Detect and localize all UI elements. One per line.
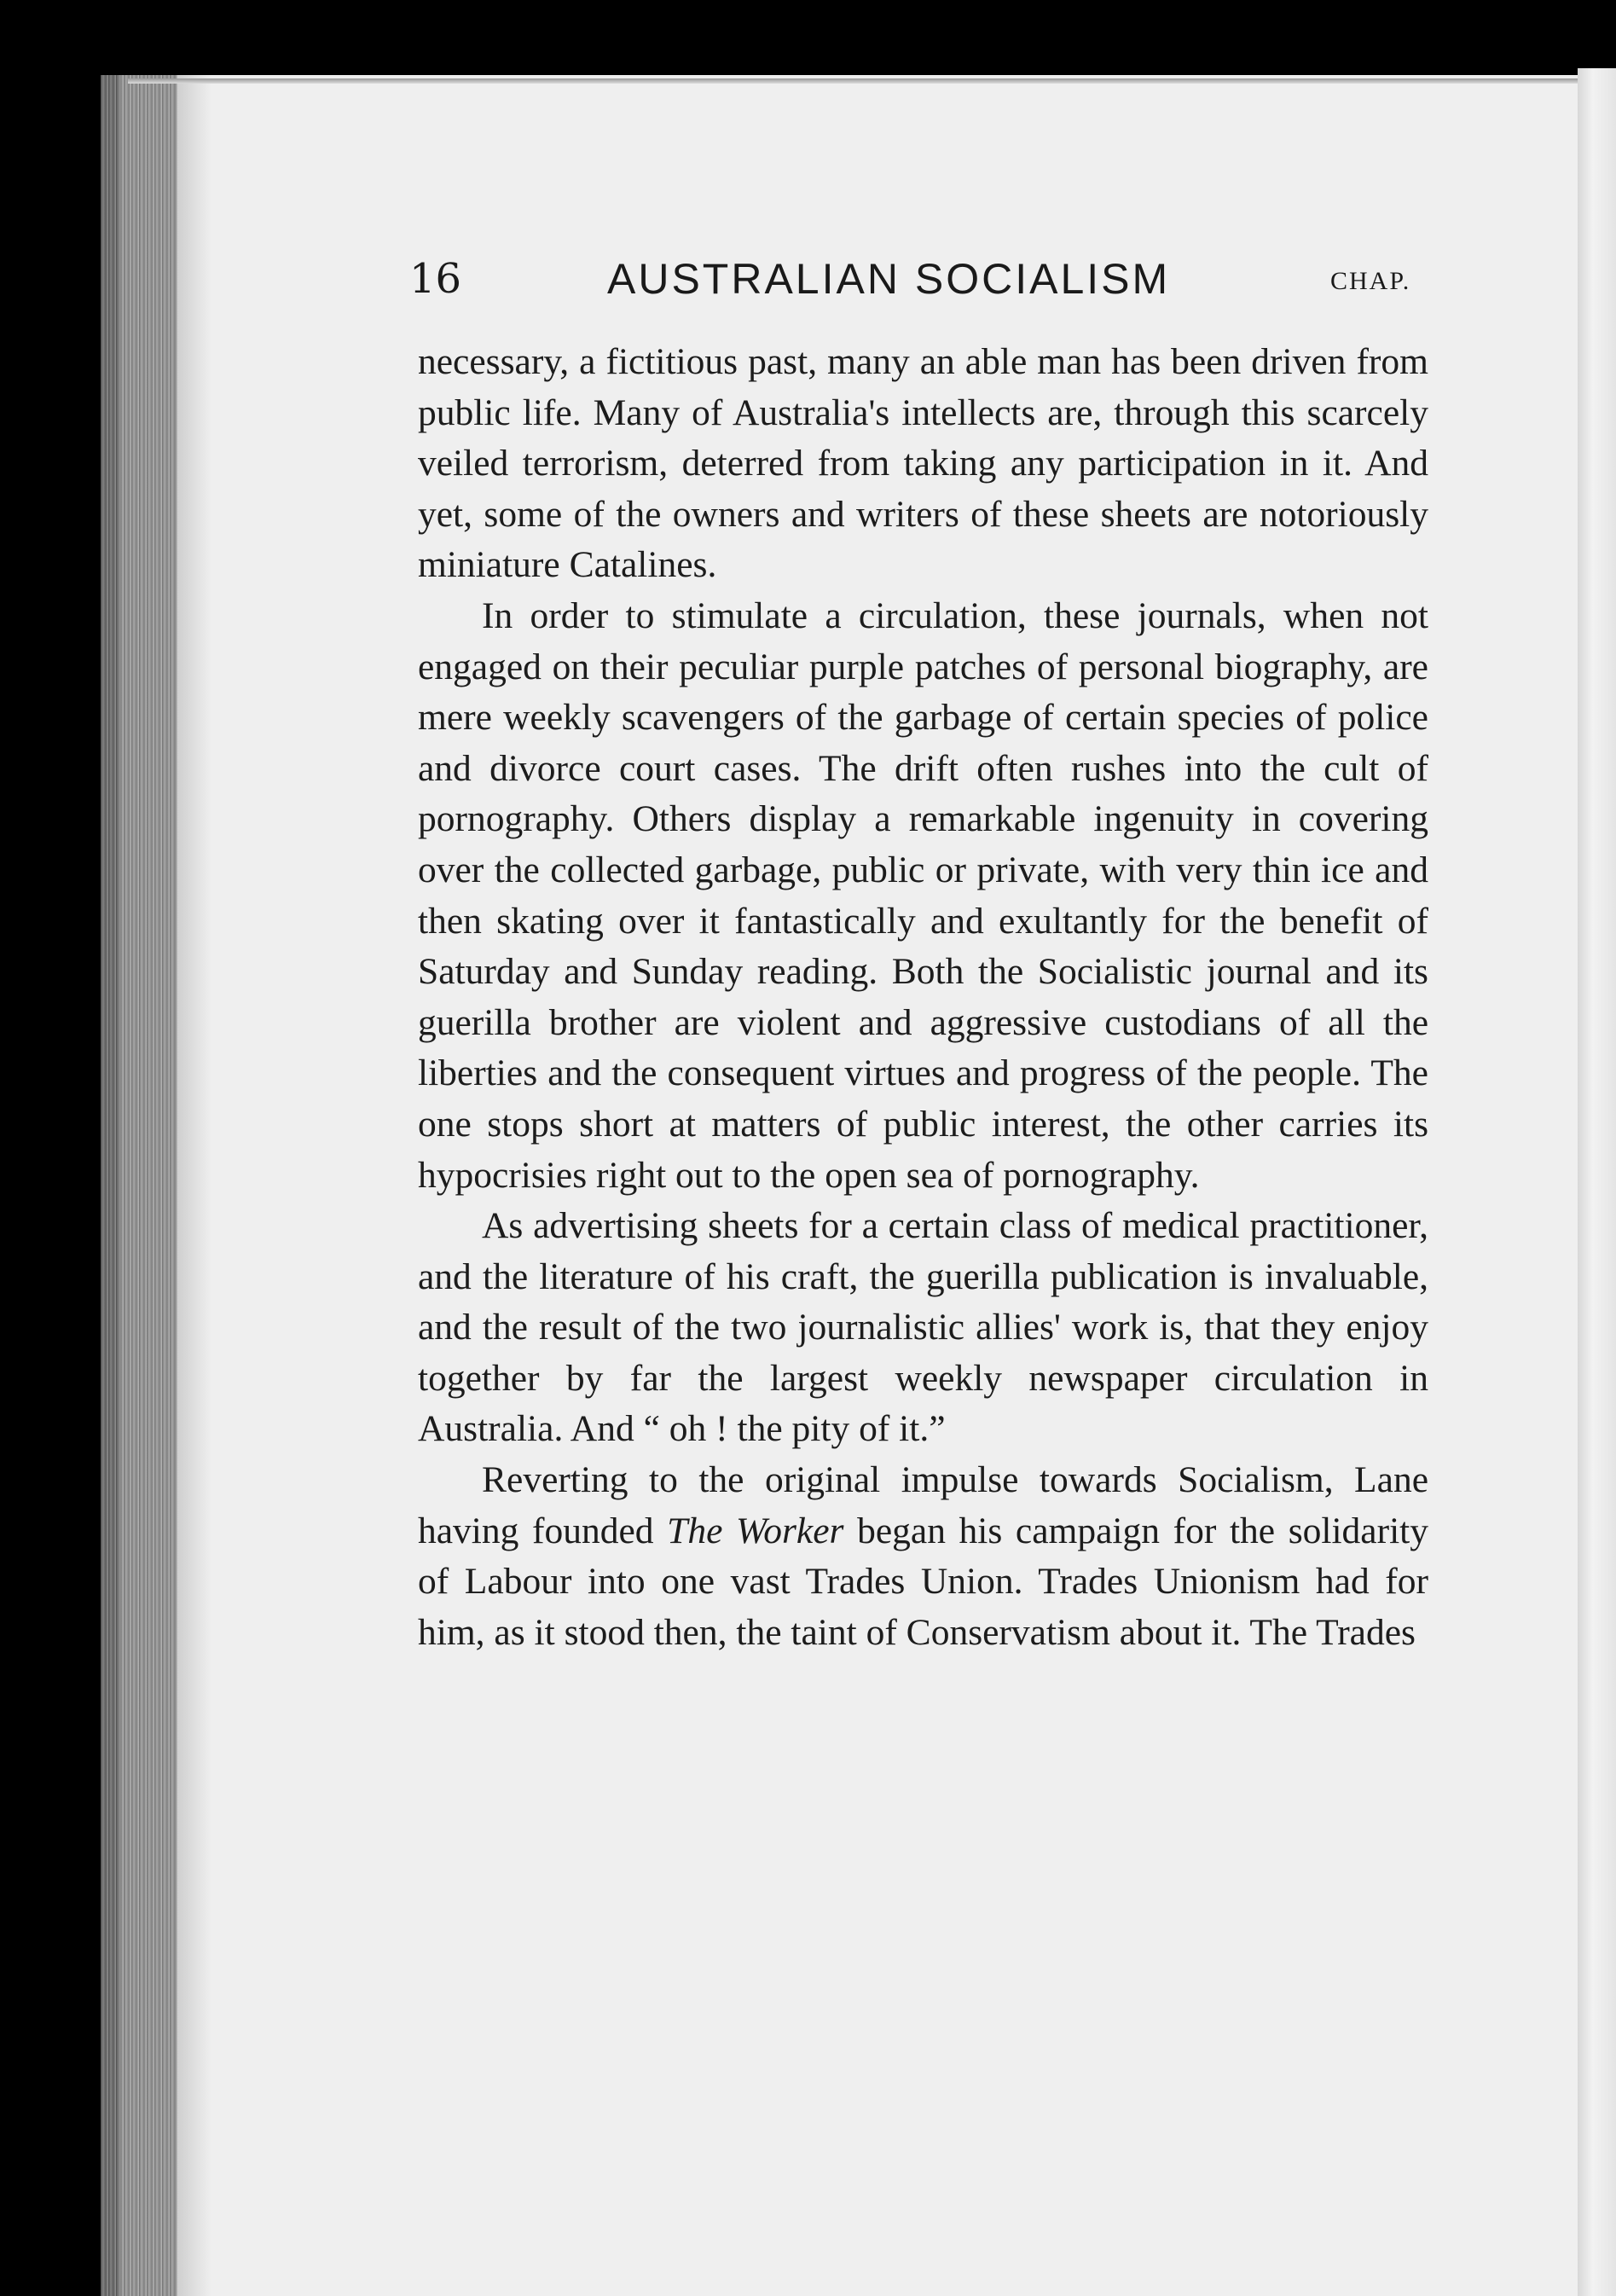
- page-top-edge: [128, 78, 1578, 84]
- page-edge: [1578, 68, 1616, 2296]
- chapter-label: CHAP.: [1330, 267, 1411, 295]
- publication-title: The Worker: [667, 1510, 844, 1551]
- running-title: AUSTRALIAN SOCIALISM: [607, 255, 1171, 303]
- paragraph-1: necessary, a fictitious past, many an able man has been driven from public life. Many of Australia's intellects are, through this scarcely veiled terrorism, deterred from taking any participation in it. And yet, some of the owners and writers of these sheets are notoriously miniature Catalines.: [418, 341, 1428, 586]
- gutter-shadow: [177, 75, 211, 2296]
- page-number: 16: [409, 255, 462, 303]
- paragraph-4-start: Reverting to the original impulse towards Socialism, Lane having founded: [418, 1459, 1428, 1551]
- paragraph-2: In order to stimulate a circulation, these journals, when not engaged on their peculiar purple patches of personal biography, are mere weekly scavengers of the garbage of certain species of police and divorce court cases. The drift often rushes into the cult of pornography. Others display a remarkable ingenuity in covering over the collected garbage, public or private, with very thin ice and then skating over it fantastically and exultantly for the benefit of Saturday and Sunday reading. Both the Socialistic journal and its guerilla brother are violent and aggressive custodians of all the liberties and the consequent virtues and progress of the people. The one stops short at matters of public interest, the other carries its hypocrisies right out to the open sea of pornography.: [418, 594, 1428, 1196]
- body-text: [418, 337, 1428, 1658]
- paragraph-4-end: began his campaign for the solidarity of Labour into one vast Trades Union. Trades Unionism had for him, as it stood then, the taint of Conservatism about it. The Trades: [418, 1510, 1429, 1653]
- paragraph-4: [418, 1455, 1428, 1658]
- paragraph-3: As advertising sheets for a certain class of medical practitioner, and the literature of his craft, the guerilla publication is invaluable, and the result of the two journalistic allies' work is, that they enjoy together by far the largest weekly newspaper circulation in Australia. And “ oh ! the pity of it.”: [418, 1205, 1428, 1450]
- running-head: [409, 249, 1433, 309]
- book-binding: [101, 75, 177, 2296]
